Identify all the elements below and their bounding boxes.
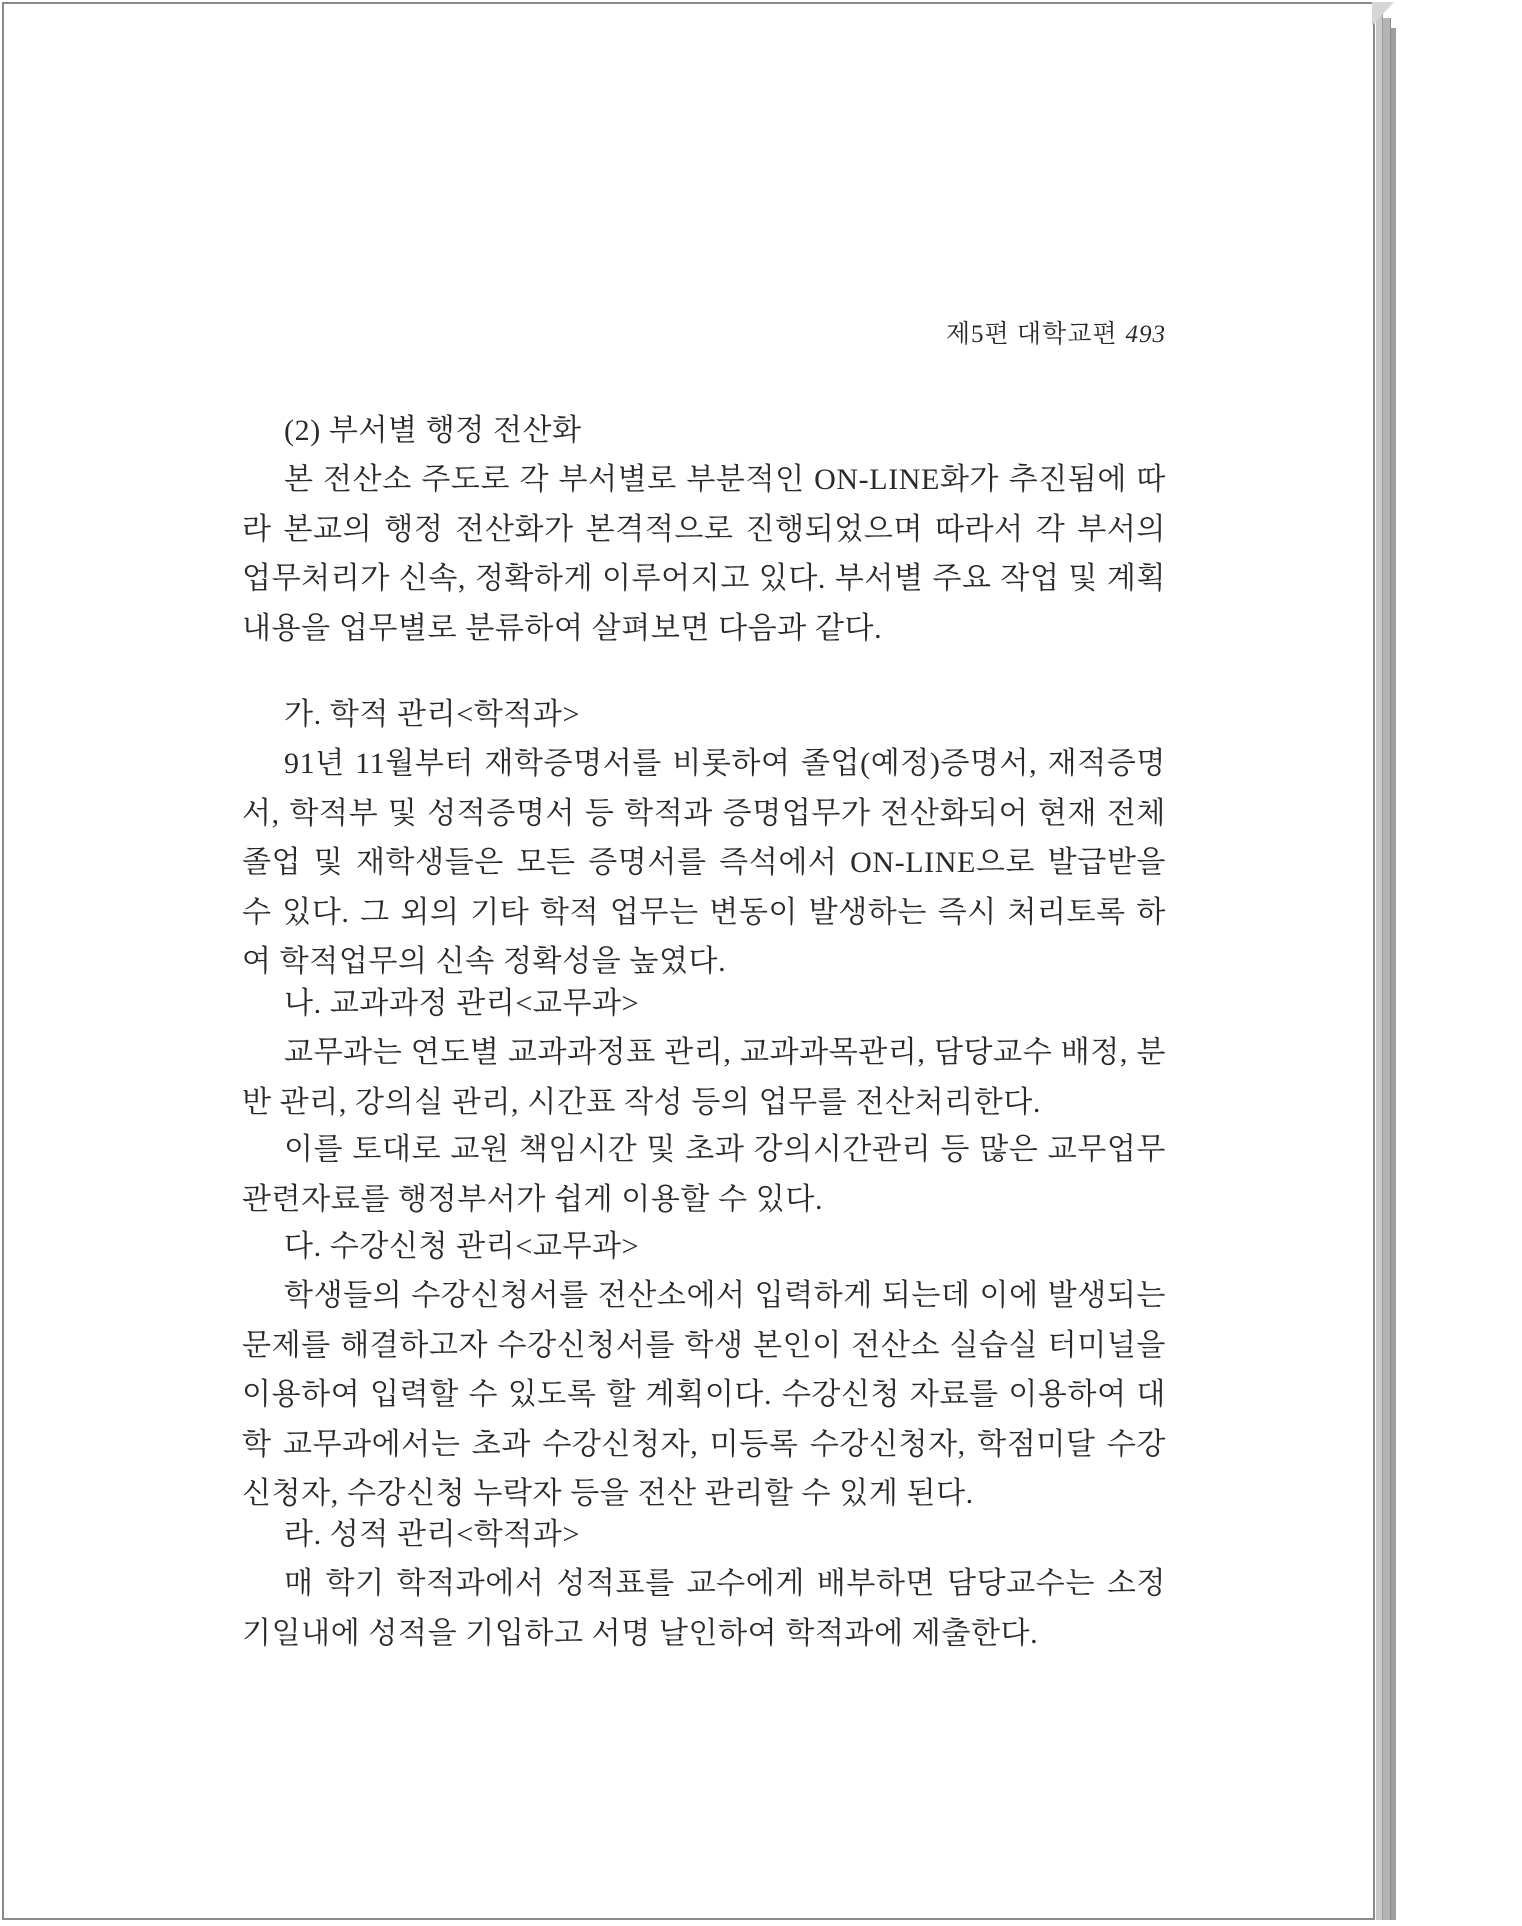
subsection-4-paragraph-1: 매 학기 학적과에서 성적표를 교수에게 배부하면 담당교수는 소정 기일내에 성적을 기입하고 서명 날인하여 학적과에 제출한다. [242,1567,1166,1650]
subsection-heading-1: 가. 학적 관리<학적과> [284,698,580,731]
intro-paragraph: 본 전산소 주도로 각 부서별로 부분적인 ON-LINE화가 추진됨에 따라 본교의 행정 전산화가 본격적으로 진행되었으며 따라서 각 부서의 업무처리가 신속, 정확하게 이루어지고 있다. 부서별 주요 작업 및 계획 내용을 업무별로 분류하여 살펴보면 다음과 같다. [242,463,1166,645]
page-number: 493 [1125,321,1166,348]
subsection-2-paragraph-2: 이를 토대로 교원 책임시간 및 초과 강의시간관리 등 많은 교무업무 관련자료를 행정부서가 쉽게 이용할 수 있다. [242,1133,1166,1216]
page-stack-edge [1382,18,1391,1920]
subsection-heading-3: 다. 수강신청 관리<교무과> [284,1230,640,1263]
page-header-section: 제5편 대학교편 [945,321,1118,348]
subsection-heading-4: 라. 성적 관리<학적과> [284,1518,580,1551]
subsection-3-paragraph-1: 학생들의 수강신청서를 전산소에서 입력하게 되는데 이에 발생되는 문제를 해결하고자 수강신청서를 학생 본인이 전산소 실습실 터미널을 이용하여 입력할 수 있도록 할 계획이다. 수강신청 자료를 이용하여 대학 교무과에서는 초과 수강신청자, 미등록 수강신청자, 학점미달 수강신청자, 수강신청 누락자 등을 전산 관리할 수 있게 된다. [242,1279,1166,1510]
section-title: (2) 부서별 행정 전산화 [284,414,582,447]
subsection-heading-2: 나. 교과과정 관리<교무과> [284,987,640,1020]
page-corner-fold [1372,2,1394,26]
subsection-2-paragraph-1: 교무과는 연도별 교과과정표 관리, 교과과목관리, 담당교수 배정, 분반 관리, 강의실 관리, 시간표 작성 등의 업무를 전산처리한다. [242,1036,1166,1119]
page-header [904,314,1166,350]
document-page [2,2,1375,1920]
subsection-1-paragraph-1: 91년 11월부터 재학증명서를 비롯하여 졸업(예정)증명서, 재적증명서, 학적부 및 성적증명서 등 학적과 증명업무가 전산화되어 현재 전체 졸업 및 재학생들은 모든 증명서를 즉석에서 ON-LINE으로 발급받을 수 있다. 그 외의 기타 학적 업무는 변동이 발생하는 즉시 처리토록 하여 학적업무의 신속 정확성을 높였다. [242,747,1166,978]
page-stack-edge [1376,10,1383,1920]
